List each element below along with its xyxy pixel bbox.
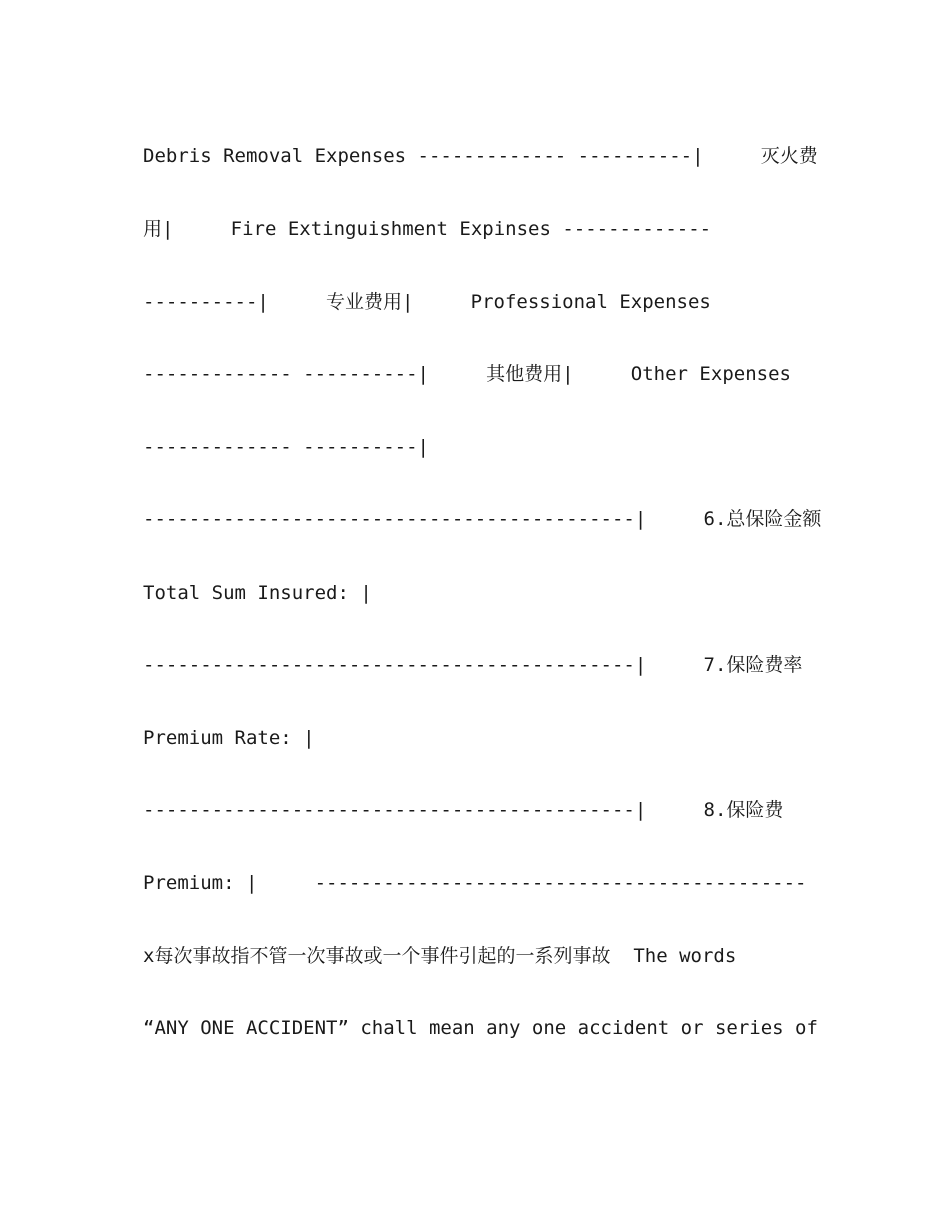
text-line-total-sum-insured-heading: -------------------------------------------| 6.总保险金额 [143,508,822,530]
text-line-separator: ------------- ----------| [143,436,429,458]
text-line-any-one-accident-en: “ANY ONE ACCIDENT” chall mean any one accident or series of [143,1017,818,1039]
text-line-total-sum-insured: Total Sum Insured: | [143,582,372,604]
text-line-any-one-accident-cn: x每次事故指不管一次事故或一个事件引起的一系列事故 The words [143,945,737,967]
text-line-fire-extinguishment: 用| Fire Extinguishment Expinses ------------- [143,218,712,240]
text-line-premium-rate-heading: -------------------------------------------| 7.保险费率 [143,654,803,676]
text-line-premium-rate: Premium Rate: | [143,727,315,749]
text-line-other-expenses: ------------- ----------| 其他费用| Other Expenses [143,363,791,385]
text-line-premium: Premium: | ------------------------------------------- [143,872,807,894]
text-line-professional-expenses: ----------| 专业费用| Professional Expenses [143,291,711,313]
text-line-debris-removal: Debris Removal Expenses ------------- ----------| 灭火费 [143,145,818,167]
text-line-premium-heading: -------------------------------------------| 8.保险费 [143,799,784,821]
